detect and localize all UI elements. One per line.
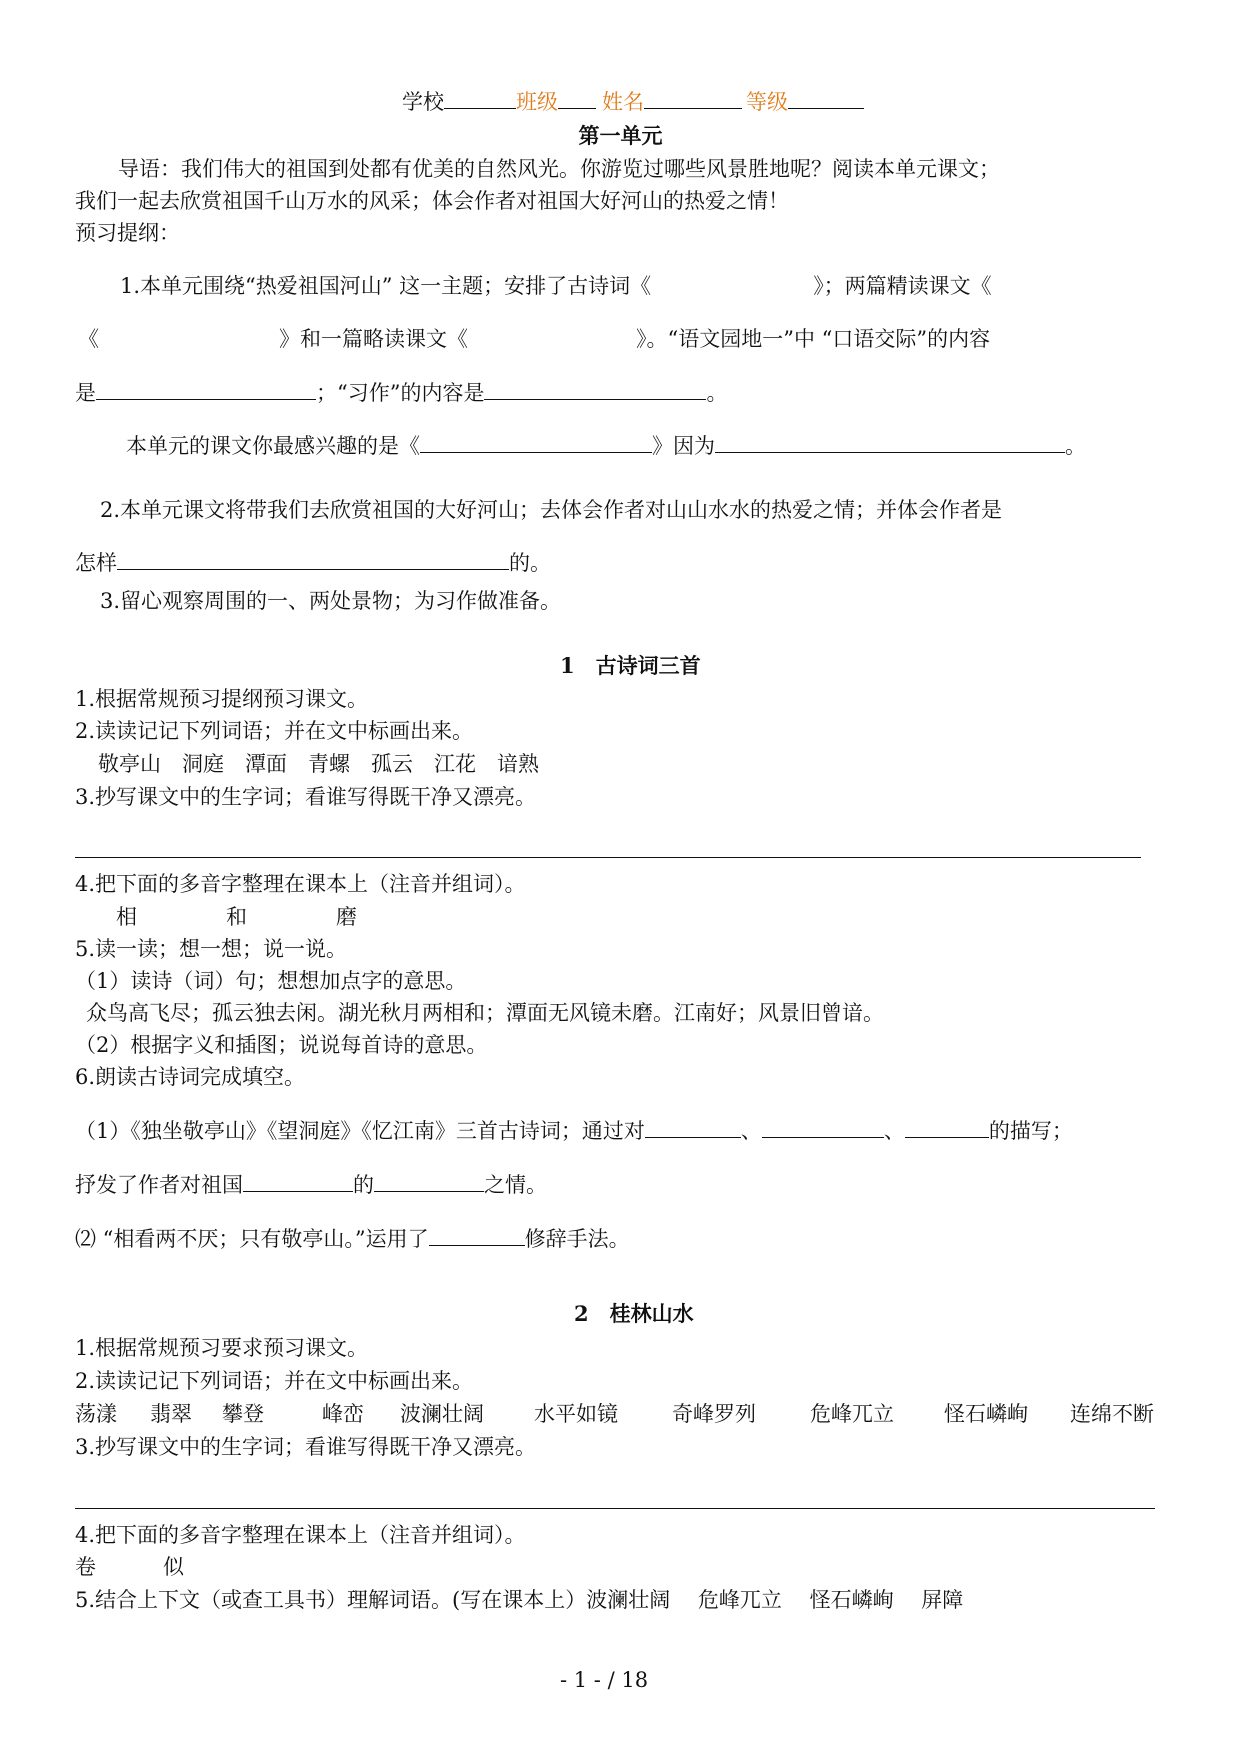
intro-line-2: 我们一起去欣赏祖国千山万水的风采；体会作者对祖国大好河山的热爱之情！ xyxy=(75,189,789,213)
lesson2-word-10: 连绵不断 xyxy=(1070,1402,1154,1426)
outline-text: 》；两篇精读课文《 xyxy=(813,274,992,298)
lesson1-item6-1-line2 xyxy=(75,1171,547,1199)
outline-p1-line2 xyxy=(78,325,990,353)
oral-topic-blank[interactable] xyxy=(96,379,316,400)
lesson1-item5: 5.读一读；想一想；说一说。 xyxy=(75,937,348,961)
lesson1-poly-3: 磨 xyxy=(336,905,357,929)
outline-p3-line1: 2.本单元课文将带我们去欣赏祖国的大好河山；去体会作者对山山水水的热爱之情；并体会作者是 xyxy=(100,498,1003,522)
fill-text: 的描写； xyxy=(988,1119,1073,1143)
rhetoric-blank[interactable] xyxy=(429,1225,525,1246)
lesson1-item5-2: （2）根据字义和插图；说说每首诗的意思。 xyxy=(75,1033,488,1057)
fill-text: 修辞手法。 xyxy=(524,1227,630,1251)
reason-blank[interactable] xyxy=(715,432,1065,453)
lesson2-word-6: 水平如镜 xyxy=(534,1402,618,1426)
lesson2-word-8: 危峰兀立 xyxy=(810,1402,894,1426)
lesson2-poly-2: 似 xyxy=(163,1555,184,1579)
school-blank[interactable] xyxy=(444,88,516,109)
lesson2-item3: 3.抄写课文中的生字词；看谁写得既干净又漂亮。 xyxy=(75,1435,537,1459)
lesson2-word-1: 荡漾 xyxy=(75,1402,117,1426)
scene-blank-3[interactable] xyxy=(905,1117,989,1138)
grade-label: 等级 xyxy=(746,90,788,114)
outline-text: 》和一篇略读课文《 xyxy=(279,327,468,351)
lesson2-item4: 4.把下面的多音字整理在课本上（注音并组词）。 xyxy=(75,1523,526,1547)
lesson1-item1: 1.根据常规预习提纲预习课文。 xyxy=(75,687,369,711)
lesson1-item4: 4.把下面的多音字整理在课本上（注音并组词）。 xyxy=(75,872,526,896)
fill-text: 、 xyxy=(883,1119,905,1143)
lesson1-item5-1: （1）读诗（词）句；想想加点字的意思。 xyxy=(75,969,467,993)
lesson2-poly-1: 卷 xyxy=(75,1555,96,1579)
scene-blank-1[interactable] xyxy=(645,1117,741,1138)
outline-p1-line3 xyxy=(75,379,727,407)
feeling-blank-1[interactable] xyxy=(243,1171,353,1192)
lesson1-words: 敬亭山 洞庭 潭面 青螺 孤云 江花 谙熟 xyxy=(98,752,539,776)
outline-text: 》。“语文园地一”中 “口语交际”的内容 xyxy=(636,327,991,351)
outline-text: 《 xyxy=(78,327,99,351)
outline-text: 。 xyxy=(706,381,728,405)
lesson1-copy-line[interactable] xyxy=(75,857,1141,858)
page-number: - 1 - / 18 xyxy=(560,1668,649,1692)
lesson2-word-2: 翡翠 xyxy=(150,1402,192,1426)
outline-text: 的。 xyxy=(509,551,551,575)
lesson2-item5: 5.结合上下文（或查工具书）理解词语。(写在课本上）波澜壮阔 危峰兀立 怪石嶙峋 屏障 xyxy=(75,1588,964,1612)
feeling-blank-2[interactable] xyxy=(374,1171,484,1192)
fill-text: 抒发了作者对祖国 xyxy=(75,1173,243,1197)
name-label: 姓名 xyxy=(602,90,644,114)
header-line xyxy=(402,88,864,116)
lesson2-word-5: 波澜壮阔 xyxy=(400,1402,484,1426)
lesson1-poly-1: 相 xyxy=(116,905,137,929)
lesson2-item1: 1.根据常规预习要求预习课文。 xyxy=(75,1336,369,1360)
fill-text: 、 xyxy=(740,1119,762,1143)
lesson2-word-4: 峰峦 xyxy=(322,1402,364,1426)
outline-p2 xyxy=(126,432,1086,460)
lesson1-poly-2: 和 xyxy=(226,905,247,929)
outline-p1-line1 xyxy=(120,272,992,300)
writing-topic-blank[interactable] xyxy=(484,379,706,400)
fill-text: ⑵ “相看两不厌；只有敬亭山。”运用了 xyxy=(75,1227,429,1251)
lesson1-item3: 3.抄写课文中的生字词；看谁写得既干净又漂亮。 xyxy=(75,785,537,809)
favorite-text-blank[interactable] xyxy=(420,432,652,453)
outline-text: 本单元的课文你最感兴趣的是《 xyxy=(126,434,420,458)
lesson1-item6-1-line1 xyxy=(75,1117,1073,1145)
fill-text: 的 xyxy=(353,1173,374,1197)
lesson1-item2: 2.读读记记下列词语；并在文中标画出来。 xyxy=(75,719,474,743)
how-blank[interactable] xyxy=(117,549,509,570)
grade-blank[interactable] xyxy=(788,88,864,109)
lesson2-word-3: 攀登 xyxy=(222,1402,264,1426)
lesson2-title: 2 桂林山水 xyxy=(574,1301,694,1326)
outline-p4: 3.留心观察周围的一、两处景物；为习作做准备。 xyxy=(100,589,562,613)
unit-title: 第一单元 xyxy=(578,123,663,148)
intro-line-1: 导语：我们伟大的祖国到处都有优美的自然风光。你游览过哪些风景胜地呢？阅读本单元课文； xyxy=(118,157,1000,181)
outline-text: 1.本单元围绕“热爱祖国河山” 这一主题；安排了古诗词《 xyxy=(120,274,652,298)
outline-p3-line2 xyxy=(75,549,551,577)
lesson1-title: 1 古诗词三首 xyxy=(560,653,701,678)
fill-text: （1）《独坐敬亭山》《望洞庭》《忆江南》三首古诗词；通过对 xyxy=(75,1119,645,1143)
lesson2-word-7: 奇峰罗列 xyxy=(672,1402,756,1426)
lesson1-item6-2 xyxy=(75,1225,630,1253)
fill-text: 之情。 xyxy=(484,1173,547,1197)
lesson2-copy-line[interactable] xyxy=(75,1508,1155,1509)
school-label: 学校 xyxy=(402,90,444,114)
lesson2-word-9: 怪石嶙峋 xyxy=(944,1402,1028,1426)
scene-blank-2[interactable] xyxy=(762,1117,884,1138)
outline-label: 预习提纲： xyxy=(75,221,180,245)
outline-text: 怎样 xyxy=(75,551,117,575)
name-blank[interactable] xyxy=(644,88,742,109)
lesson1-item6: 6.朗读古诗词完成填空。 xyxy=(75,1065,306,1089)
lesson1-poem-lines: 众鸟高飞尽；孤云独去闲。湖光秋月两相和；潭面无风镜未磨。江南好；风景旧曾谙。 xyxy=(86,1001,884,1025)
lesson2-item2: 2.读读记记下列词语；并在文中标画出来。 xyxy=(75,1369,474,1393)
outline-text: 。 xyxy=(1065,434,1086,458)
outline-text: ；“习作”的内容是 xyxy=(316,381,485,405)
class-blank[interactable] xyxy=(558,88,596,109)
class-label: 班级 xyxy=(516,90,558,114)
outline-text: 》因为 xyxy=(652,434,715,458)
outline-text: 是 xyxy=(75,381,96,405)
